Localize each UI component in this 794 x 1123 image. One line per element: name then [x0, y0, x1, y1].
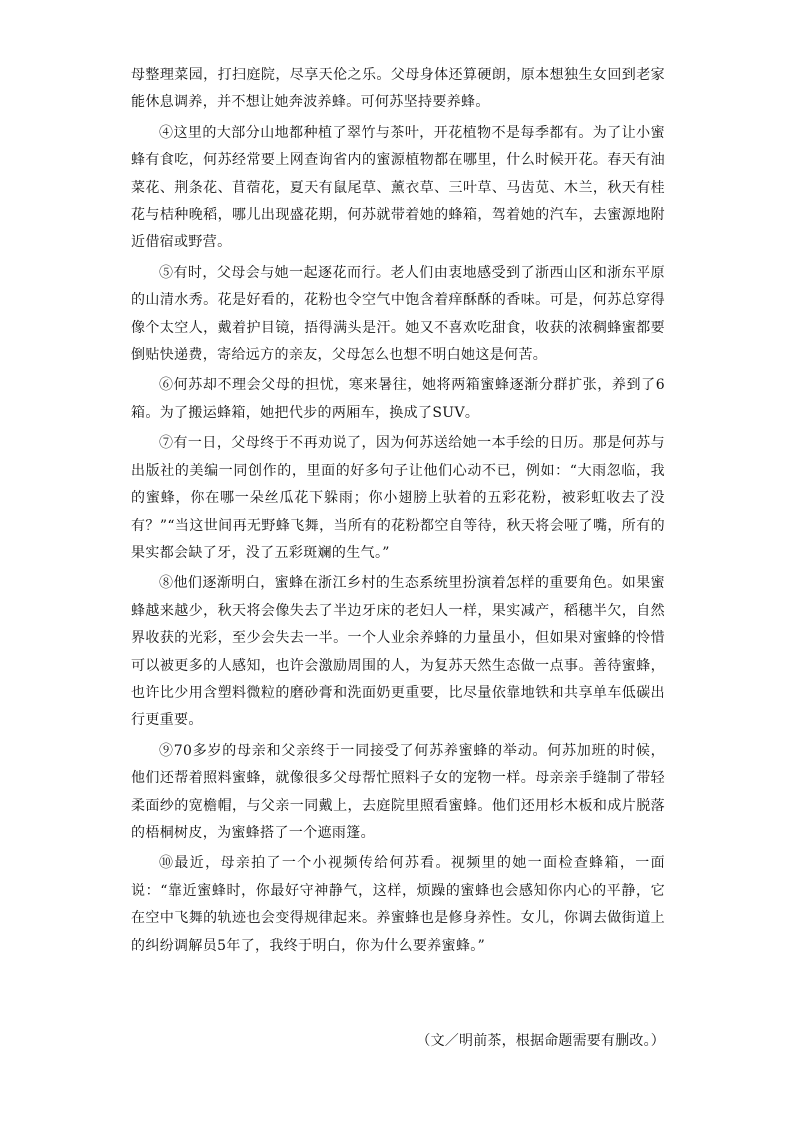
paragraph-8: ⑧他们逐渐明白，蜜蜂在浙江乡村的生态系统里扮演着怎样的重要角色。如果蜜蜂越来越少，秋天将会像失去了半边牙床的老妇人一样，果实减产，稻穗半欠，自然界收获的光彩，至少会失去一半。一个人业余养蜂的力量虽小，但如果对蜜蜂的怜惜可以被更多的人感知，也许会激励周围的人，为复苏天然生态做一点事。善待蜜蜂，也许比少用含塑料微粒的磨砂膏和洗面奶更重要，比尽量依靠地铁和共享单车低碳出行更重要。 — [131, 575, 665, 729]
paragraph-10: ⑩最近，母亲拍了一个小视频传给何苏看。视频里的她一面检查蜂箱，一面说：“靠近蜜蜂时，你最好守神静气，这样，烦躁的蜜蜂也会感知你内心的平静，它在空中飞舞的轨迹也会变得规律起来。养蜜蜂也是修身养性。女儿，你调去做街道上的纠纷调解员5年了，我终于明白，你为什么要养蜜蜂。” — [131, 855, 665, 954]
paragraph-9: ⑨70多岁的母亲和父亲终于一同接受了何苏养蜜蜂的举动。何苏加班的时候，他们还帮着照料蜜蜂，就像很多父母帮忙照料子女的宠物一样。母亲亲手缝制了带轻柔面纱的宽檐帽，与父亲一同戴上，去庭院里照看蜜蜂。他们还用杉木板和成片脱落的梧桐树皮，为蜜蜂搭了一个遮雨篷。 — [131, 742, 665, 841]
source-credit: （文／明前茶，根据命题需要有删改。） — [416, 1033, 665, 1049]
paragraph-5: ⑤有时，父母会与她一起逐花而行。老人们由衷地感受到了浙西山区和浙东平原的山清水秀。花是好看的，花粉也令空气中饱含着痒酥酥的香味。可是，何苏总穿得像个太空人，戴着护目镜，捂得满头是汗。她又不喜欢吃甜食，收获的浓稠蜂蜜都要倒贴快递费，寄给远方的亲友，父母怎么也想不明白她这是何苦。 — [131, 264, 665, 364]
article-body — [131, 62, 665, 963]
paragraph-4: ④这里的大部分山地都种植了翠竹与茶叶，开花植物不是每季都有。为了让小蜜蜂有食吃，何苏经常要上网查询省内的蜜源植物都在哪里，什么时候开花。春天有油菜花、荆条花、苜蓿花，夏天有鼠尾草、薰衣草、三叶草、马齿苋、木兰，秋天有桂花与桔种晚稻，哪儿出现盛花期，何苏就带着她的蜂箱，驾着她的汽车，去蜜源地附近借宿或野营。 — [131, 124, 665, 251]
paragraph-6: ⑥何苏却不理会父母的担忧，寒来暑往，她将两箱蜜蜂逐渐分群扩张，养到了6箱。为了搬运蜂箱，她把代步的两厢车，换成了SUV。 — [131, 377, 665, 421]
paragraph-continued: 母整理菜园，打扫庭院，尽享天伦之乐。父母身体还算硬朗，原本想独生女回到老家能休息调养，并不想让她奔波养蜂。可何苏坚持要养蜂。 — [131, 67, 665, 111]
paragraph-7: ⑦有一日，父母终于不再劝说了，因为何苏送给她一本手绘的日历。那是何苏与出版社的美编一同创作的，里面的好多句子让他们心动不已，例如：“大雨忽临，我的蜜蜂，你在哪一朵丝瓜花下躲雨；你小翅膀上驮着的五彩花粉，被彩虹收去了没有？”“当这世间再无野蜂飞舞，当所有的花粉都空自等待，秋天将会哑了嘴，所有的果实都会缺了牙，没了五彩斑斓的生气。” — [131, 435, 665, 561]
